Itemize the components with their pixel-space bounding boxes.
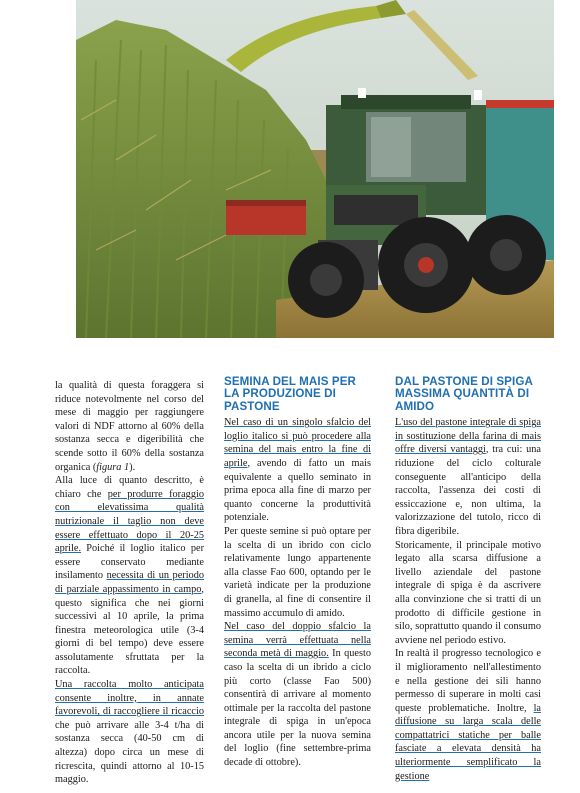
text-run: la qualità di questa foraggera si riduce notevolmente nel corso del mese di maggio per raggiungere valori di NDF attorno al 60% della sostanza secca e digeribilità che scende sotto il 60% della sostanza organica ( (55, 380, 204, 473)
highlighted-text: necessita di un periodo di parziale appassimento in campo (55, 570, 204, 595)
paragraph (55, 678, 204, 787)
text-run: che può arrivare alle 3-4 t/ha di sostanza secca (40-50 cm di altezza) dopo circa un mese di ricrescita, quindi attorno al 10-15 maggio. (55, 719, 204, 786)
text-run: Alla luce di quanto descritto, è chiaro che (55, 475, 204, 500)
text-column-3 (395, 376, 541, 783)
paragraph (224, 416, 371, 525)
text-run: ). (129, 461, 136, 473)
paragraph (395, 647, 541, 783)
section-heading: DAL PASTONE DI SPIGA MASSIMA QUANTITÀ DI AMIDO (395, 375, 533, 413)
paragraph (55, 474, 204, 678)
paragraph (224, 620, 371, 770)
harvest-illustration (76, 0, 554, 338)
text-run: Poiché il loglio italico per essere conservato mediante insilamento (55, 543, 204, 582)
text-run: , avendo di fatto un mais equivalente a quello seminato in prima epoca alla fine di marzo per quanto concerne la produttività potenziale. (224, 458, 371, 524)
highlighted-text: Nel caso del doppio sfalcio la semina verrà effettuata nella seconda metà di maggio. (224, 621, 371, 660)
highlighted-text: Nel caso di un singolo sfalcio del loglio italico si può procedere alla semina del mais entro la fine di aprile (224, 417, 371, 469)
figure-reference: figura 1 (96, 461, 130, 473)
harvest-photo (76, 0, 554, 338)
paragraph: Per queste semine si può optare per la scelta di un ibrido con ciclo relativamente lungo appartenente alla classe Fao 600, optando per le varietà indicate per la produzione di granella, al fine di consentire il massimo accumulo di amido. (224, 525, 371, 619)
highlighted-text: la diffusione su larga scala delle compattatrici statiche per balle fasciate a elevata densità ha ulteriormente semplificato la gestione (395, 702, 541, 782)
paragraph: Storicamente, il principale motivo legato alla scarsa diffusione a livello aziendale del pastone integrale di spiga è da ascrivere alla convinzione che si tratti di un prodotto di difficile gestione in silo, soprattutto quando il consumo avviene nel periodo estivo. (395, 539, 541, 646)
paragraph (55, 379, 204, 474)
paragraph (395, 416, 541, 538)
highlighted-text: Una raccolta molto anticipata consente inoltre, in annate favorevoli, di raccogliere il ricaccio (55, 679, 204, 718)
text-column-1 (55, 379, 204, 787)
text-column-2 (224, 376, 371, 770)
highlighted-text: L'uso del pastone integrale di spiga in sostituzione della farina di mais offre diversi vantaggi (395, 417, 541, 456)
text-run: In realtà il progresso tecnologico e il miglioramento nell'allestimento e nella gestione dei sili hanno permesso di superare in molti casi queste problematiche. Inoltre, (395, 648, 541, 714)
section-heading: SEMINA DEL MAIS PER LA PRODUZIONE DI PASTONE (224, 375, 357, 413)
text-run: , tra cui: una riduzione del ciclo colturale conseguente all'anticipo della raccolta, l'assenza dei costi di essiccazione e, non ultima, la valorizzazione del tutolo, ricco di fibra digeribile. (395, 444, 542, 537)
highlighted-text: per produrre foraggio con elevatissima qualità nutrizionale il taglio non deve essere effettuato dopo il 20-25 aprile. (55, 488, 204, 555)
text-run: , questo significa che nei giorni successivi al 10 aprile, la prima finestra meteorologica utile (3-4 giorni di bel tempo) deve essere assolutamente sfruttata per la raccolta. (55, 583, 204, 677)
text-run: In questo caso la scelta di un ibrido a ciclo più corto (classe Fao 500) consentirà di arrivare al momento ottimale per la raccolta del pastone integrale di spiga in un'epoca ancora utile per la nuova semina del loglio (fine settembre-prima decade di ottobre). (224, 648, 371, 769)
